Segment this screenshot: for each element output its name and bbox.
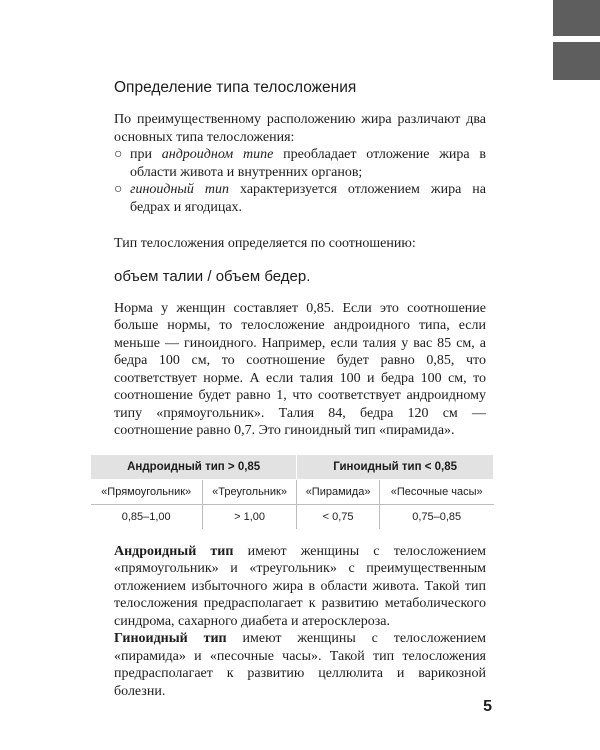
list-text: преобладает отложение жира в области живота и внутренних органов; xyxy=(130,147,486,180)
table-header-row xyxy=(91,454,494,479)
side-tab-bottom xyxy=(553,42,600,80)
list-item xyxy=(114,146,486,181)
table-cell: «Песочные часы» xyxy=(379,479,493,504)
gynoid-type-label: Гиноидный тип xyxy=(114,631,227,647)
gynoid-term: гиноидный тип xyxy=(130,182,230,198)
table-row xyxy=(91,504,494,529)
android-text: имеют женщины с телосложением «прямоугольник» и «треугольник» с преимущественным отложением избыточного жира в области живота. Такой тип телосложения предрасполагает к развитию метаболического синдрома, сахарного диабета и атеросклероза. xyxy=(114,543,486,629)
body-type-list xyxy=(114,146,486,216)
table-cell: «Пирамида» xyxy=(297,479,380,504)
list-text: характеризуется отложением жира на бедрах и ягодицах. xyxy=(130,182,486,215)
bullet-icon: ○ xyxy=(114,147,123,163)
list-item xyxy=(114,181,486,216)
android-header: Андроидный тип > 0,85 xyxy=(91,454,297,479)
intro-paragraph: По преимущественному расположению жира различают два основных типа телосложения: xyxy=(114,112,486,145)
table-cell: 0,75–0,85 xyxy=(412,510,462,523)
section-title: Определение типа телосложения xyxy=(114,79,357,96)
table-cell: 0,85–1,00 xyxy=(91,504,203,529)
page-content xyxy=(101,78,486,700)
gynoid-text: имеют женщины с телосложением «пирамида» и «песочные часы». Такой тип телосложения предрасполагает к развитию целлюлита и варикозной болезни. xyxy=(114,631,486,699)
side-tab-top xyxy=(553,0,600,36)
body-type-table xyxy=(90,454,494,529)
ratio-formula: объем талии / объем бедер. xyxy=(114,267,311,285)
ratio-intro: Тип телосложения определяется по соотношению: xyxy=(114,236,416,252)
table-cell: «Прямоугольник» xyxy=(91,479,203,504)
android-term: андроидном типе xyxy=(161,147,274,163)
bullet-icon: ○ xyxy=(114,182,123,198)
table-cell: > 1,00 xyxy=(202,504,296,529)
norm-paragraph: Норма у женщин составляет 0,85. Если это соотношение больше нормы, то телосложение андроидного типа, если меньше — гиноидного. Например, если талия у вас 85 см, а бедра 100 см, то соотношение будет равно 0,85, что соответствует норме. А если талия 100 и бедра 100 см, то соотношение будет равно 1, что соответствует андроидному типу «прямоугольник». Талия 84, бедра 120 см — соотношение равно 0,7. Это гиноидный тип «пирамида». xyxy=(114,300,486,439)
table-cell: < 0,75 xyxy=(297,504,380,529)
android-paragraph xyxy=(114,543,486,631)
gynoid-paragraph xyxy=(114,630,486,700)
list-text: при xyxy=(130,147,162,163)
android-type-label: Андроидный тип xyxy=(114,543,234,559)
table-cell: «Треугольник» xyxy=(202,479,296,504)
table-row xyxy=(91,479,494,504)
gynoid-header: Гиноидный тип < 0,85 xyxy=(297,454,494,479)
page-number: 5 xyxy=(483,698,492,715)
